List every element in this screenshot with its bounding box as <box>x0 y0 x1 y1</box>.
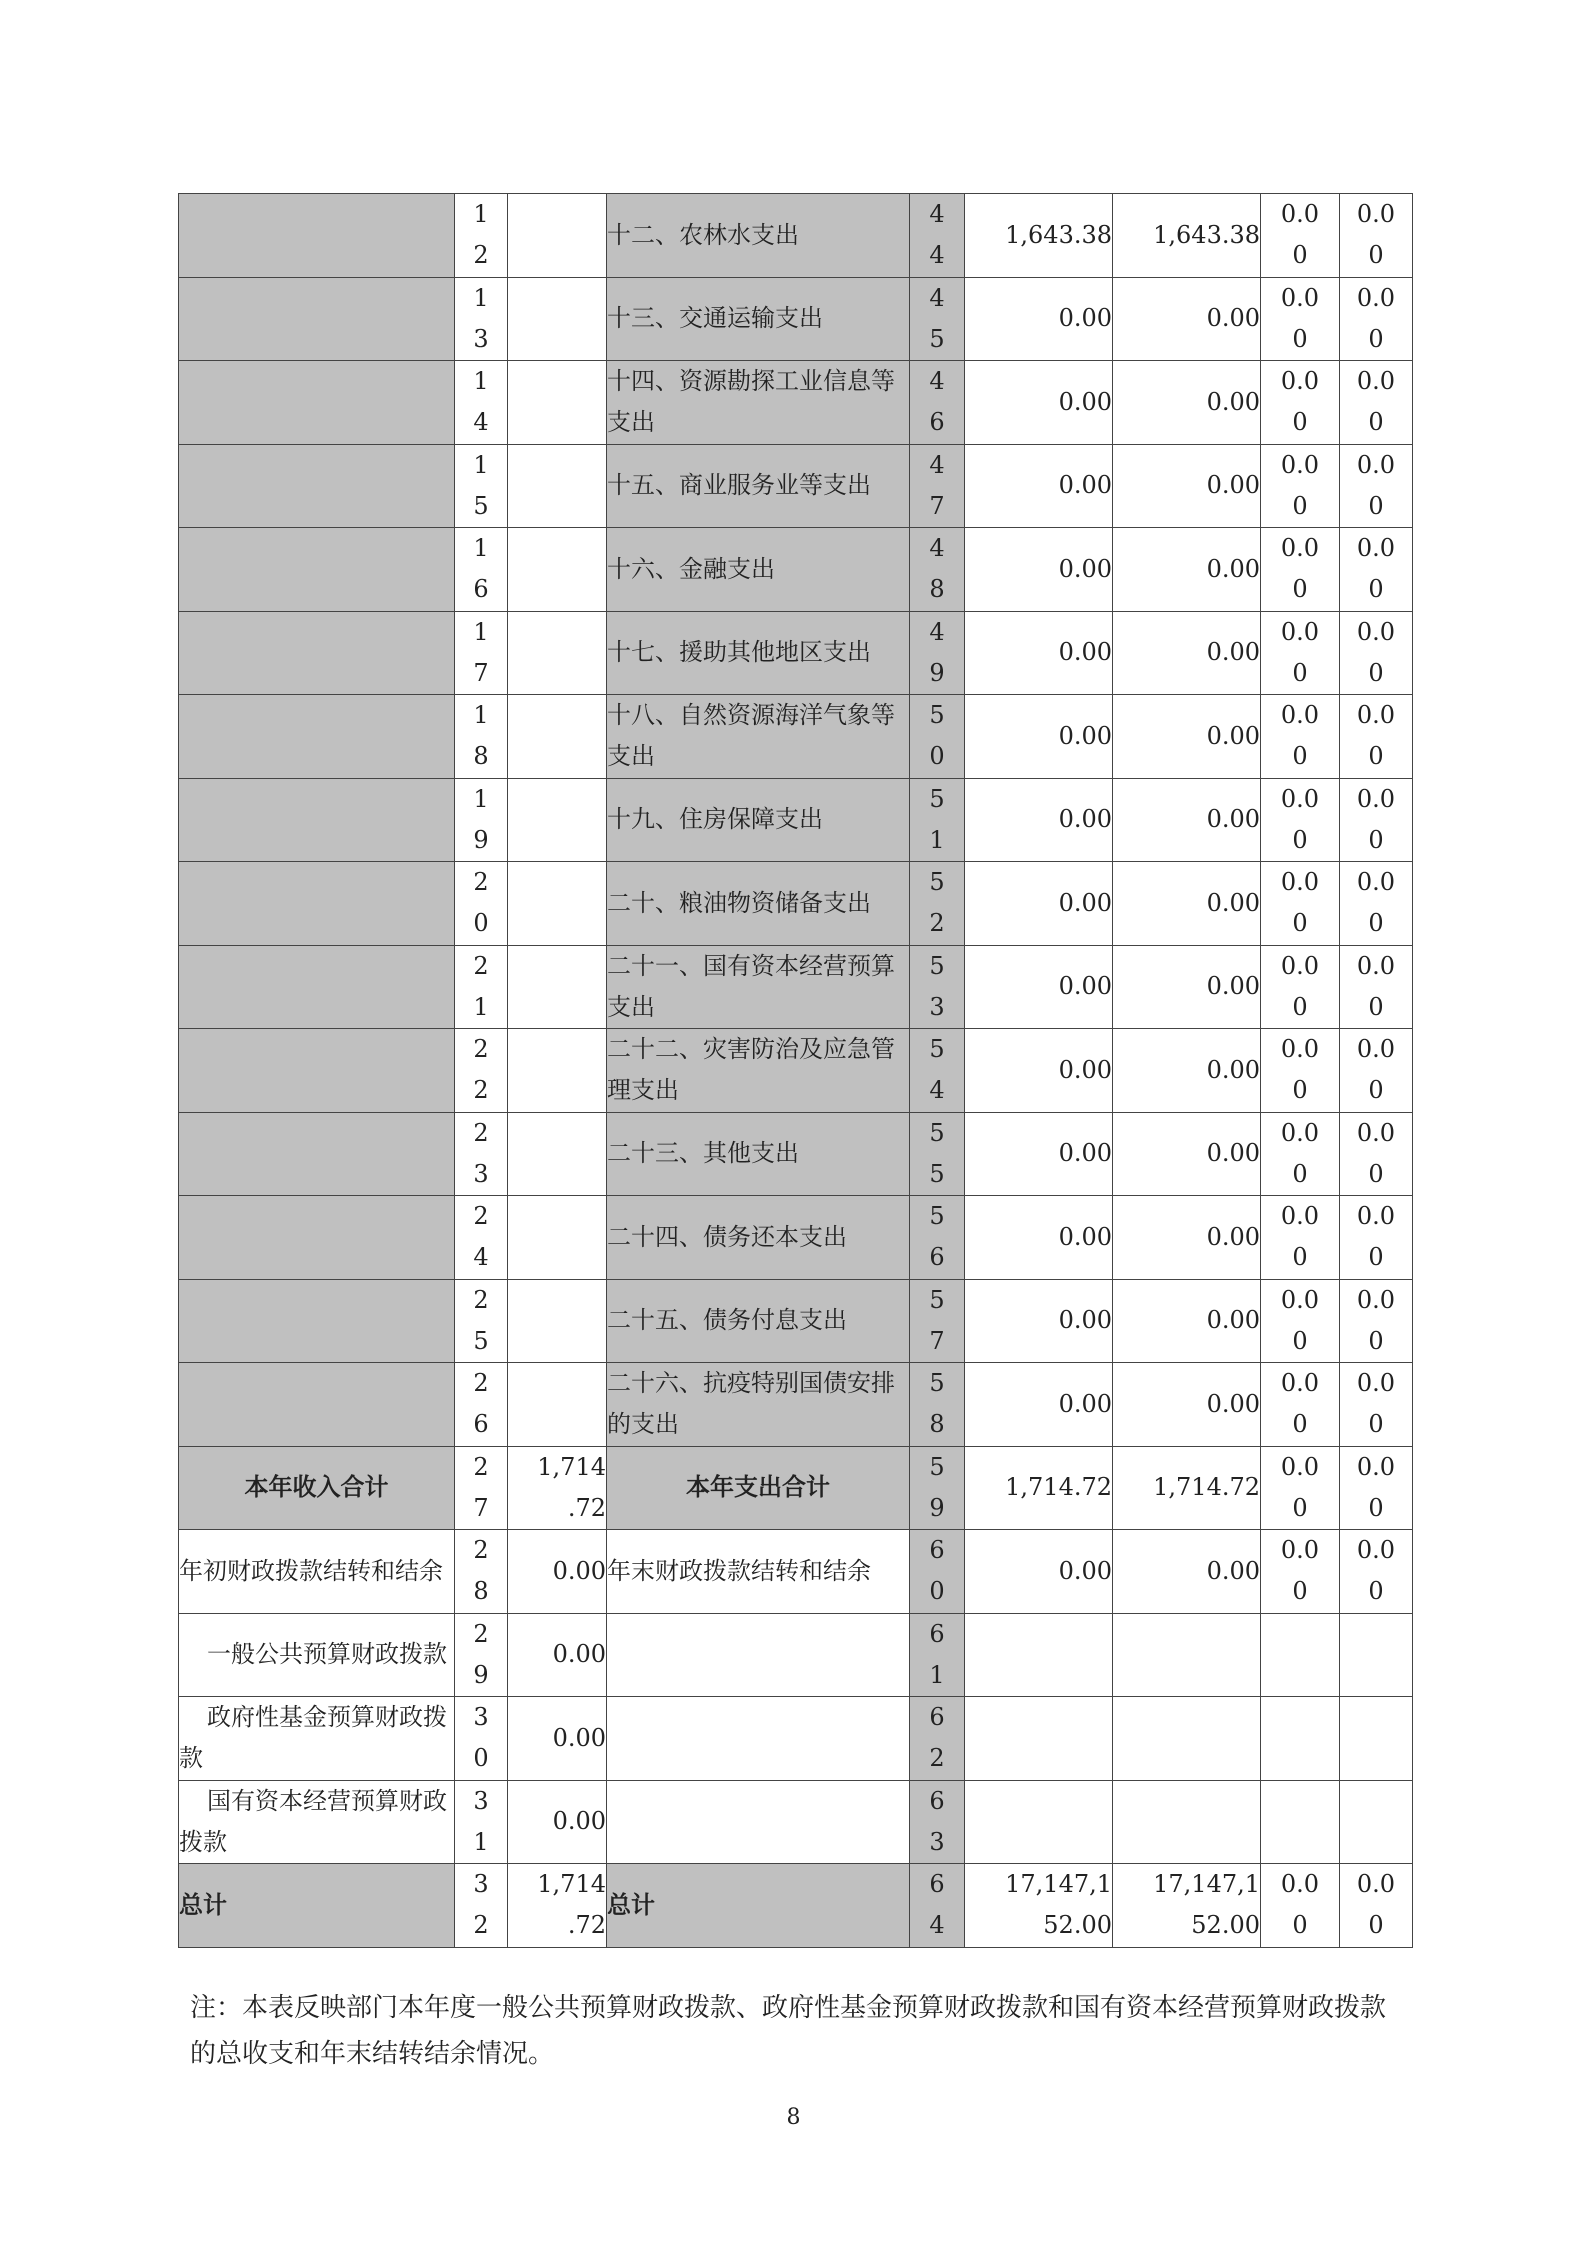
table-row <box>179 778 1413 862</box>
expense-fund-budget: 0.0 0 <box>1261 1530 1340 1614</box>
income-amount <box>508 194 607 278</box>
income-row-number: 2 1 <box>455 945 508 1029</box>
expense-fund-budget: 0.0 0 <box>1261 862 1340 946</box>
expense-state-capital: 0.0 0 <box>1340 444 1413 528</box>
table-row <box>179 1112 1413 1196</box>
expense-state-capital: 0.0 0 <box>1340 611 1413 695</box>
expense-state-capital <box>1340 1697 1413 1781</box>
expense-item-label: 十二、农林水支出 <box>607 194 910 278</box>
expense-total <box>965 1613 1113 1697</box>
expense-general-budget: 17,147,1 52.00 <box>1113 1864 1261 1948</box>
expense-fund-budget <box>1261 1780 1340 1864</box>
expense-item-label: 二十三、其他支出 <box>607 1112 910 1196</box>
income-amount <box>508 778 607 862</box>
expense-total: 0.00 <box>965 695 1113 779</box>
income-row-number: 3 0 <box>455 1697 508 1781</box>
income-row-number: 2 5 <box>455 1279 508 1363</box>
expense-row-number: 5 6 <box>910 1196 965 1280</box>
income-amount <box>508 1029 607 1113</box>
income-amount <box>508 277 607 361</box>
table-row <box>179 277 1413 361</box>
income-amount <box>508 1112 607 1196</box>
table-body <box>179 194 1413 1948</box>
expense-item-label: 十四、资源勘探工业信息等支出 <box>607 361 910 445</box>
expense-fund-budget: 0.0 0 <box>1261 277 1340 361</box>
expense-total: 0.00 <box>965 1112 1113 1196</box>
expense-item-label: 十九、住房保障支出 <box>607 778 910 862</box>
table-row <box>179 528 1413 612</box>
income-item-label <box>179 695 455 779</box>
income-amount <box>508 1196 607 1280</box>
expense-total: 0.00 <box>965 277 1113 361</box>
income-item-label <box>179 1279 455 1363</box>
income-item-label <box>179 1112 455 1196</box>
expense-fund-budget: 0.0 0 <box>1261 1196 1340 1280</box>
expense-state-capital: 0.0 0 <box>1340 1196 1413 1280</box>
expense-state-capital: 0.0 0 <box>1340 1279 1413 1363</box>
expense-fund-budget <box>1261 1613 1340 1697</box>
expense-item-label: 十五、商业服务业等支出 <box>607 444 910 528</box>
table-row <box>179 444 1413 528</box>
expense-fund-budget: 0.0 0 <box>1261 945 1340 1029</box>
expense-general-budget: 0.00 <box>1113 945 1261 1029</box>
income-amount <box>508 528 607 612</box>
income-item-label: 总计 <box>179 1864 455 1948</box>
expense-general-budget: 0.00 <box>1113 1530 1261 1614</box>
expense-row-number: 5 7 <box>910 1279 965 1363</box>
income-row-number: 3 1 <box>455 1780 508 1864</box>
income-item-label <box>179 945 455 1029</box>
income-amount <box>508 862 607 946</box>
expense-general-budget <box>1113 1697 1261 1781</box>
expense-state-capital: 0.0 0 <box>1340 1446 1413 1530</box>
income-row-number: 1 2 <box>455 194 508 278</box>
income-item-label: 政府性基金预算财政拨款 <box>179 1697 455 1781</box>
expense-state-capital: 0.0 0 <box>1340 1530 1413 1614</box>
expense-total: 0.00 <box>965 611 1113 695</box>
expense-row-number: 4 5 <box>910 277 965 361</box>
expense-row-number: 5 2 <box>910 862 965 946</box>
income-row-number: 2 4 <box>455 1196 508 1280</box>
expense-state-capital: 0.0 0 <box>1340 945 1413 1029</box>
income-row-number: 1 3 <box>455 277 508 361</box>
income-row-number: 1 5 <box>455 444 508 528</box>
income-row-number: 2 3 <box>455 1112 508 1196</box>
expense-item-label <box>607 1697 910 1781</box>
table-note: 注：本表反映部门本年度一般公共预算财政拨款、政府性基金预算财政拨款和国有资本经营预算财政拨款的总收支和年末结转结余情况。 <box>190 1993 1387 2069</box>
table-row <box>179 695 1413 779</box>
expense-general-budget: 0.00 <box>1113 862 1261 946</box>
income-row-number: 1 8 <box>455 695 508 779</box>
table-row <box>179 611 1413 695</box>
expense-general-budget: 0.00 <box>1113 1363 1261 1447</box>
expense-item-label <box>607 1613 910 1697</box>
income-row-number: 2 8 <box>455 1530 508 1614</box>
expense-total: 0.00 <box>965 361 1113 445</box>
income-row-number: 2 0 <box>455 862 508 946</box>
expense-total: 1,643.38 <box>965 194 1113 278</box>
expense-general-budget: 1,643.38 <box>1113 194 1261 278</box>
expense-general-budget: 0.00 <box>1113 1279 1261 1363</box>
expense-state-capital: 0.0 0 <box>1340 528 1413 612</box>
income-amount <box>508 945 607 1029</box>
expense-item-label: 总计 <box>607 1864 910 1948</box>
income-row-number: 1 9 <box>455 778 508 862</box>
table-row <box>179 361 1413 445</box>
expense-row-number: 6 4 <box>910 1864 965 1948</box>
budget-table <box>178 193 1413 1948</box>
expense-general-budget <box>1113 1780 1261 1864</box>
expense-item-label <box>607 1780 910 1864</box>
expense-item-label: 二十四、债务还本支出 <box>607 1196 910 1280</box>
expense-total: 0.00 <box>965 444 1113 528</box>
income-amount: 0.00 <box>508 1613 607 1697</box>
expense-item-label: 二十六、抗疫特别国债安排的支出 <box>607 1363 910 1447</box>
expense-general-budget: 0.00 <box>1113 1196 1261 1280</box>
income-row-number: 2 9 <box>455 1613 508 1697</box>
expense-general-budget: 0.00 <box>1113 611 1261 695</box>
income-item-label <box>179 1029 455 1113</box>
table-row <box>179 1029 1413 1113</box>
income-row-number: 2 2 <box>455 1029 508 1113</box>
expense-item-label: 二十、粮油物资储备支出 <box>607 862 910 946</box>
expense-row-number: 4 7 <box>910 444 965 528</box>
expense-total: 0.00 <box>965 1196 1113 1280</box>
expense-row-number: 6 3 <box>910 1780 965 1864</box>
expense-total: 0.00 <box>965 778 1113 862</box>
expense-fund-budget: 0.0 0 <box>1261 1112 1340 1196</box>
expense-state-capital: 0.0 0 <box>1340 1864 1413 1948</box>
expense-state-capital: 0.0 0 <box>1340 1112 1413 1196</box>
income-row-number: 2 7 <box>455 1446 508 1530</box>
expense-fund-budget: 0.0 0 <box>1261 528 1340 612</box>
table-row <box>179 862 1413 946</box>
expense-total <box>965 1780 1113 1864</box>
expense-item-label: 二十五、债务付息支出 <box>607 1279 910 1363</box>
expense-state-capital: 0.0 0 <box>1340 361 1413 445</box>
expense-row-number: 5 8 <box>910 1363 965 1447</box>
expense-fund-budget: 0.0 0 <box>1261 361 1340 445</box>
income-item-label: 一般公共预算财政拨款 <box>179 1613 455 1697</box>
income-amount: 0.00 <box>508 1780 607 1864</box>
expense-fund-budget: 0.0 0 <box>1261 778 1340 862</box>
table-row <box>179 1446 1413 1530</box>
income-item-label <box>179 361 455 445</box>
expense-state-capital: 0.0 0 <box>1340 695 1413 779</box>
expense-state-capital: 0.0 0 <box>1340 862 1413 946</box>
expense-general-budget: 0.00 <box>1113 1029 1261 1113</box>
income-row-number: 3 2 <box>455 1864 508 1948</box>
expense-state-capital: 0.0 0 <box>1340 194 1413 278</box>
table-row <box>179 1530 1413 1614</box>
page-number: 8 <box>786 2105 801 2130</box>
income-amount: 1,714 .72 <box>508 1446 607 1530</box>
expense-general-budget <box>1113 1613 1261 1697</box>
income-row-number: 1 4 <box>455 361 508 445</box>
expense-general-budget: 0.00 <box>1113 277 1261 361</box>
expense-item-label: 十七、援助其他地区支出 <box>607 611 910 695</box>
expense-row-number: 4 4 <box>910 194 965 278</box>
expense-item-label: 二十一、国有资本经营预算支出 <box>607 945 910 1029</box>
expense-item-label: 十六、金融支出 <box>607 528 910 612</box>
income-amount: 0.00 <box>508 1697 607 1781</box>
expense-item-label: 本年支出合计 <box>607 1446 910 1530</box>
income-item-label <box>179 528 455 612</box>
expense-total: 17,147,1 52.00 <box>965 1864 1113 1948</box>
expense-fund-budget: 0.0 0 <box>1261 1446 1340 1530</box>
expense-general-budget: 0.00 <box>1113 361 1261 445</box>
expense-general-budget: 0.00 <box>1113 444 1261 528</box>
expense-general-budget: 1,714.72 <box>1113 1446 1261 1530</box>
expense-total: 0.00 <box>965 862 1113 946</box>
expense-total <box>965 1697 1113 1781</box>
expense-total: 1,714.72 <box>965 1446 1113 1530</box>
expense-row-number: 5 9 <box>910 1446 965 1530</box>
expense-general-budget: 0.00 <box>1113 778 1261 862</box>
expense-item-label: 十三、交通运输支出 <box>607 277 910 361</box>
expense-general-budget: 0.00 <box>1113 1112 1261 1196</box>
expense-total: 0.00 <box>965 1363 1113 1447</box>
expense-row-number: 4 8 <box>910 528 965 612</box>
expense-general-budget: 0.00 <box>1113 695 1261 779</box>
expense-total: 0.00 <box>965 945 1113 1029</box>
income-item-label: 国有资本经营预算财政拨款 <box>179 1780 455 1864</box>
expense-fund-budget: 0.0 0 <box>1261 1363 1340 1447</box>
table-row <box>179 1279 1413 1363</box>
expense-state-capital: 0.0 0 <box>1340 1029 1413 1113</box>
income-row-number: 1 6 <box>455 528 508 612</box>
expense-row-number: 5 5 <box>910 1112 965 1196</box>
table-row <box>179 1196 1413 1280</box>
income-amount <box>508 444 607 528</box>
income-row-number: 2 6 <box>455 1363 508 1447</box>
table-row <box>179 1864 1413 1948</box>
income-item-label: 本年收入合计 <box>179 1446 455 1530</box>
table-row <box>179 1613 1413 1697</box>
income-item-label <box>179 778 455 862</box>
expense-total: 0.00 <box>965 528 1113 612</box>
expense-fund-budget: 0.0 0 <box>1261 444 1340 528</box>
table-row <box>179 1697 1413 1781</box>
expense-row-number: 6 0 <box>910 1530 965 1614</box>
income-item-label: 年初财政拨款结转和结余 <box>179 1530 455 1614</box>
income-amount: 1,714 .72 <box>508 1864 607 1948</box>
income-item-label <box>179 1363 455 1447</box>
expense-row-number: 4 6 <box>910 361 965 445</box>
income-item-label <box>179 194 455 278</box>
expense-fund-budget: 0.0 0 <box>1261 695 1340 779</box>
expense-fund-budget: 0.0 0 <box>1261 1864 1340 1948</box>
expense-state-capital: 0.0 0 <box>1340 277 1413 361</box>
income-item-label <box>179 611 455 695</box>
expense-row-number: 5 4 <box>910 1029 965 1113</box>
table-row <box>179 945 1413 1029</box>
income-item-label <box>179 862 455 946</box>
income-item-label <box>179 1196 455 1280</box>
income-amount <box>508 611 607 695</box>
expense-fund-budget: 0.0 0 <box>1261 1029 1340 1113</box>
expense-item-label: 二十二、灾害防治及应急管理支出 <box>607 1029 910 1113</box>
expense-fund-budget: 0.0 0 <box>1261 611 1340 695</box>
expense-item-label: 十八、自然资源海洋气象等支出 <box>607 695 910 779</box>
expense-row-number: 6 1 <box>910 1613 965 1697</box>
expense-fund-budget <box>1261 1697 1340 1781</box>
table-row <box>179 194 1413 278</box>
expense-total: 0.00 <box>965 1029 1113 1113</box>
table-row <box>179 1780 1413 1864</box>
expense-row-number: 4 9 <box>910 611 965 695</box>
income-item-label <box>179 277 455 361</box>
expense-state-capital: 0.0 0 <box>1340 778 1413 862</box>
expense-fund-budget: 0.0 0 <box>1261 1279 1340 1363</box>
table-row <box>179 1363 1413 1447</box>
expense-state-capital <box>1340 1780 1413 1864</box>
expense-row-number: 5 1 <box>910 778 965 862</box>
expense-total: 0.00 <box>965 1279 1113 1363</box>
income-amount: 0.00 <box>508 1530 607 1614</box>
expense-state-capital: 0.0 0 <box>1340 1363 1413 1447</box>
expense-row-number: 5 3 <box>910 945 965 1029</box>
income-amount <box>508 361 607 445</box>
income-row-number: 1 7 <box>455 611 508 695</box>
income-amount <box>508 1279 607 1363</box>
income-amount <box>508 1363 607 1447</box>
expense-fund-budget: 0.0 0 <box>1261 194 1340 278</box>
income-item-label <box>179 444 455 528</box>
expense-row-number: 5 0 <box>910 695 965 779</box>
expense-general-budget: 0.00 <box>1113 528 1261 612</box>
expense-total: 0.00 <box>965 1530 1113 1614</box>
expense-item-label: 年末财政拨款结转和结余 <box>607 1530 910 1614</box>
expense-row-number: 6 2 <box>910 1697 965 1781</box>
expense-state-capital <box>1340 1613 1413 1697</box>
income-amount <box>508 695 607 779</box>
